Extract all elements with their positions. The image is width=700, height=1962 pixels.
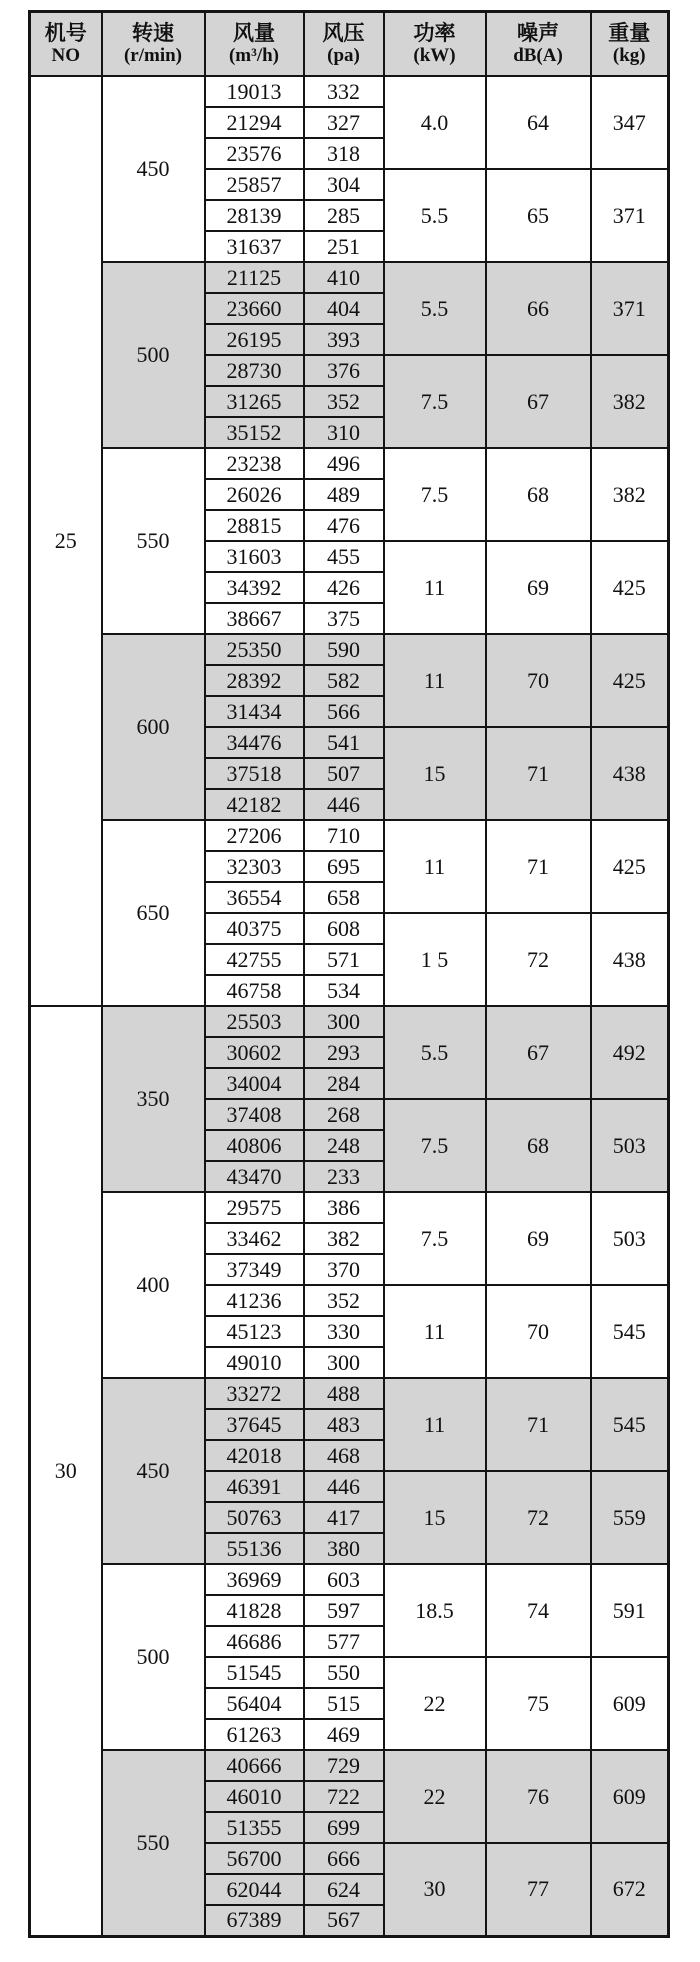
air-volume-cell: 21294 [205,107,304,138]
power-cell: 7.5 [384,1192,486,1285]
air-volume-cell: 26026 [205,479,304,510]
noise-cell: 69 [486,1192,591,1285]
speed-cell: 550 [102,448,205,634]
weight-cell: 559 [591,1471,669,1564]
power-cell: 7.5 [384,355,486,448]
machine-no-cell: 25 [30,76,102,1006]
table-row [30,820,669,851]
pressure-cell: 370 [304,1254,384,1285]
table-row [30,1378,669,1409]
pressure-cell: 483 [304,1409,384,1440]
pressure-cell: 393 [304,324,384,355]
pressure-cell: 376 [304,355,384,386]
pressure-cell: 469 [304,1719,384,1750]
air-volume-cell: 42182 [205,789,304,820]
air-volume-cell: 34392 [205,572,304,603]
pressure-cell: 310 [304,417,384,448]
header-power [384,12,486,77]
table-row [30,1750,669,1781]
pressure-cell: 729 [304,1750,384,1781]
air-volume-cell: 45123 [205,1316,304,1347]
noise-cell: 70 [486,1285,591,1378]
air-volume-cell: 23576 [205,138,304,169]
noise-cell: 74 [486,1564,591,1657]
speed-cell: 650 [102,820,205,1006]
air-volume-cell: 37645 [205,1409,304,1440]
air-volume-cell: 33272 [205,1378,304,1409]
noise-cell: 69 [486,541,591,634]
noise-cell: 67 [486,355,591,448]
pressure-cell: 541 [304,727,384,758]
pressure-cell: 496 [304,448,384,479]
air-volume-cell: 51545 [205,1657,304,1688]
table-body [30,76,669,1936]
pressure-cell: 571 [304,944,384,975]
noise-cell: 71 [486,727,591,820]
header-pressure-unit: (pa) [327,45,360,66]
noise-cell: 72 [486,1471,591,1564]
noise-cell: 71 [486,1378,591,1471]
pressure-cell: 304 [304,169,384,200]
pressure-cell: 382 [304,1223,384,1254]
speed-cell: 550 [102,1750,205,1936]
air-volume-cell: 46686 [205,1626,304,1657]
pressure-cell: 352 [304,1285,384,1316]
noise-cell: 68 [486,1099,591,1192]
air-volume-cell: 36969 [205,1564,304,1595]
air-volume-cell: 28730 [205,355,304,386]
weight-cell: 545 [591,1285,669,1378]
power-cell: 11 [384,820,486,913]
speed-cell: 350 [102,1006,205,1192]
noise-cell: 65 [486,169,591,262]
pressure-cell: 608 [304,913,384,944]
air-volume-cell: 31637 [205,231,304,262]
noise-cell: 77 [486,1843,591,1936]
pressure-cell: 590 [304,634,384,665]
air-volume-cell: 31265 [205,386,304,417]
header-speed [102,12,205,77]
machine-no-cell: 30 [30,1006,102,1936]
pressure-cell: 722 [304,1781,384,1812]
air-volume-cell: 29575 [205,1192,304,1223]
noise-cell: 66 [486,262,591,355]
pressure-cell: 380 [304,1533,384,1564]
air-volume-cell: 30602 [205,1037,304,1068]
header-speed-cn: 转速 [132,21,174,45]
power-cell: 15 [384,727,486,820]
pressure-cell: 330 [304,1316,384,1347]
noise-cell: 67 [486,1006,591,1099]
header-machine-no [30,12,102,77]
air-volume-cell: 31434 [205,696,304,727]
pressure-cell: 567 [304,1905,384,1936]
pressure-cell: 285 [304,200,384,231]
air-volume-cell: 51355 [205,1812,304,1843]
pressure-cell: 488 [304,1378,384,1409]
weight-cell: 503 [591,1192,669,1285]
power-cell: 22 [384,1750,486,1843]
weight-cell: 371 [591,262,669,355]
header-power-cn: 功率 [413,21,456,45]
power-cell: 11 [384,634,486,727]
pressure-cell: 417 [304,1502,384,1533]
pressure-cell: 251 [304,231,384,262]
header-noise-cn: 噪声 [517,21,559,45]
noise-cell: 75 [486,1657,591,1750]
power-cell: 11 [384,1285,486,1378]
pressure-cell: 446 [304,1471,384,1502]
header-machine-no-cn: 机号 [44,21,87,45]
air-volume-cell: 46010 [205,1781,304,1812]
air-volume-cell: 28139 [205,200,304,231]
air-volume-cell: 28392 [205,665,304,696]
air-volume-cell: 25503 [205,1006,304,1037]
air-volume-cell: 49010 [205,1347,304,1378]
air-volume-cell: 19013 [205,76,304,107]
pressure-cell: 476 [304,510,384,541]
pressure-cell: 658 [304,882,384,913]
pressure-cell: 507 [304,758,384,789]
speed-cell: 500 [102,262,205,448]
air-volume-cell: 21125 [205,262,304,293]
power-cell: 7.5 [384,1099,486,1192]
air-volume-cell: 62044 [205,1874,304,1905]
pressure-cell: 268 [304,1099,384,1130]
pressure-cell: 284 [304,1068,384,1099]
header-weight-cn: 重量 [608,21,651,45]
air-volume-cell: 34476 [205,727,304,758]
pressure-cell: 710 [304,820,384,851]
air-volume-cell: 25350 [205,634,304,665]
weight-cell: 672 [591,1843,669,1936]
pressure-cell: 695 [304,851,384,882]
table-header [30,12,669,77]
header-air-volume [205,12,304,77]
air-volume-cell: 31603 [205,541,304,572]
air-volume-cell: 46758 [205,975,304,1006]
header-pressure-cn: 风压 [322,21,365,45]
air-volume-cell: 55136 [205,1533,304,1564]
air-volume-cell: 41236 [205,1285,304,1316]
pressure-cell: 386 [304,1192,384,1223]
pressure-cell: 550 [304,1657,384,1688]
weight-cell: 438 [591,727,669,820]
air-volume-cell: 40375 [205,913,304,944]
air-volume-cell: 46391 [205,1471,304,1502]
pressure-cell: 293 [304,1037,384,1068]
pressure-cell: 699 [304,1812,384,1843]
header-air-volume-unit: (m³/h) [228,45,280,66]
air-volume-cell: 36554 [205,882,304,913]
pressure-cell: 375 [304,603,384,634]
header-weight [591,12,669,77]
air-volume-cell: 38667 [205,603,304,634]
air-volume-cell: 28815 [205,510,304,541]
pressure-cell: 332 [304,76,384,107]
power-cell: 30 [384,1843,486,1936]
air-volume-cell: 41828 [205,1595,304,1626]
speed-cell: 400 [102,1192,205,1378]
fan-specs-table [28,10,670,1938]
header-weight-unit: (kg) [612,45,646,66]
speed-cell: 500 [102,1564,205,1750]
air-volume-cell: 67389 [205,1905,304,1936]
table-row [30,634,669,665]
noise-cell: 71 [486,820,591,913]
pressure-cell: 300 [304,1347,384,1378]
power-cell: 5.5 [384,169,486,262]
power-cell: 5.5 [384,1006,486,1099]
pressure-cell: 410 [304,262,384,293]
pressure-cell: 603 [304,1564,384,1595]
air-volume-cell: 23238 [205,448,304,479]
table-row [30,1006,669,1037]
weight-cell: 371 [591,169,669,262]
air-volume-cell: 23660 [205,293,304,324]
pressure-cell: 404 [304,293,384,324]
pressure-cell: 582 [304,665,384,696]
weight-cell: 545 [591,1378,669,1471]
pressure-cell: 426 [304,572,384,603]
air-volume-cell: 37518 [205,758,304,789]
air-volume-cell: 50763 [205,1502,304,1533]
weight-cell: 591 [591,1564,669,1657]
speed-cell: 450 [102,76,205,262]
table-row [30,262,669,293]
power-cell: 4.0 [384,76,486,169]
air-volume-cell: 43470 [205,1161,304,1192]
table-row [30,1192,669,1223]
pressure-cell: 248 [304,1130,384,1161]
pressure-cell: 446 [304,789,384,820]
pressure-cell: 566 [304,696,384,727]
header-air-volume-cn: 风量 [233,21,275,45]
weight-cell: 425 [591,634,669,727]
power-cell: 15 [384,1471,486,1564]
air-volume-cell: 26195 [205,324,304,355]
table-row [30,76,669,107]
header-noise [486,12,591,77]
air-volume-cell: 42755 [205,944,304,975]
power-cell: 11 [384,541,486,634]
weight-cell: 382 [591,448,669,541]
air-volume-cell: 25857 [205,169,304,200]
air-volume-cell: 37408 [205,1099,304,1130]
pressure-cell: 468 [304,1440,384,1471]
noise-cell: 68 [486,448,591,541]
noise-cell: 70 [486,634,591,727]
weight-cell: 609 [591,1657,669,1750]
pressure-cell: 327 [304,107,384,138]
pressure-cell: 577 [304,1626,384,1657]
header-pressure [304,12,384,77]
noise-cell: 76 [486,1750,591,1843]
pressure-cell: 300 [304,1006,384,1037]
weight-cell: 425 [591,820,669,913]
speed-cell: 450 [102,1378,205,1564]
air-volume-cell: 37349 [205,1254,304,1285]
air-volume-cell: 27206 [205,820,304,851]
power-cell: 22 [384,1657,486,1750]
header-noise-unit: dB(A) [513,45,563,66]
weight-cell: 503 [591,1099,669,1192]
air-volume-cell: 56700 [205,1843,304,1874]
power-cell: 18.5 [384,1564,486,1657]
air-volume-cell: 56404 [205,1688,304,1719]
weight-cell: 438 [591,913,669,1006]
pressure-cell: 666 [304,1843,384,1874]
air-volume-cell: 33462 [205,1223,304,1254]
power-cell: 5.5 [384,262,486,355]
weight-cell: 347 [591,76,669,169]
air-volume-cell: 40666 [205,1750,304,1781]
air-volume-cell: 34004 [205,1068,304,1099]
air-volume-cell: 61263 [205,1719,304,1750]
pressure-cell: 534 [304,975,384,1006]
pressure-cell: 597 [304,1595,384,1626]
noise-cell: 64 [486,76,591,169]
table-row [30,1564,669,1595]
power-cell: 11 [384,1378,486,1471]
header-power-unit: (kW) [413,45,456,66]
weight-cell: 425 [591,541,669,634]
speed-cell: 600 [102,634,205,820]
header-speed-unit: (r/min) [123,45,183,66]
pressure-cell: 352 [304,386,384,417]
air-volume-cell: 32303 [205,851,304,882]
weight-cell: 382 [591,355,669,448]
header-machine-no-unit: NO [51,45,80,66]
power-cell: 1 5 [384,913,486,1006]
table-row [30,448,669,479]
air-volume-cell: 35152 [205,417,304,448]
pressure-cell: 624 [304,1874,384,1905]
pressure-cell: 318 [304,138,384,169]
air-volume-cell: 42018 [205,1440,304,1471]
pressure-cell: 515 [304,1688,384,1719]
weight-cell: 609 [591,1750,669,1843]
weight-cell: 492 [591,1006,669,1099]
noise-cell: 72 [486,913,591,1006]
pressure-cell: 455 [304,541,384,572]
power-cell: 7.5 [384,448,486,541]
air-volume-cell: 40806 [205,1130,304,1161]
pressure-cell: 233 [304,1161,384,1192]
pressure-cell: 489 [304,479,384,510]
